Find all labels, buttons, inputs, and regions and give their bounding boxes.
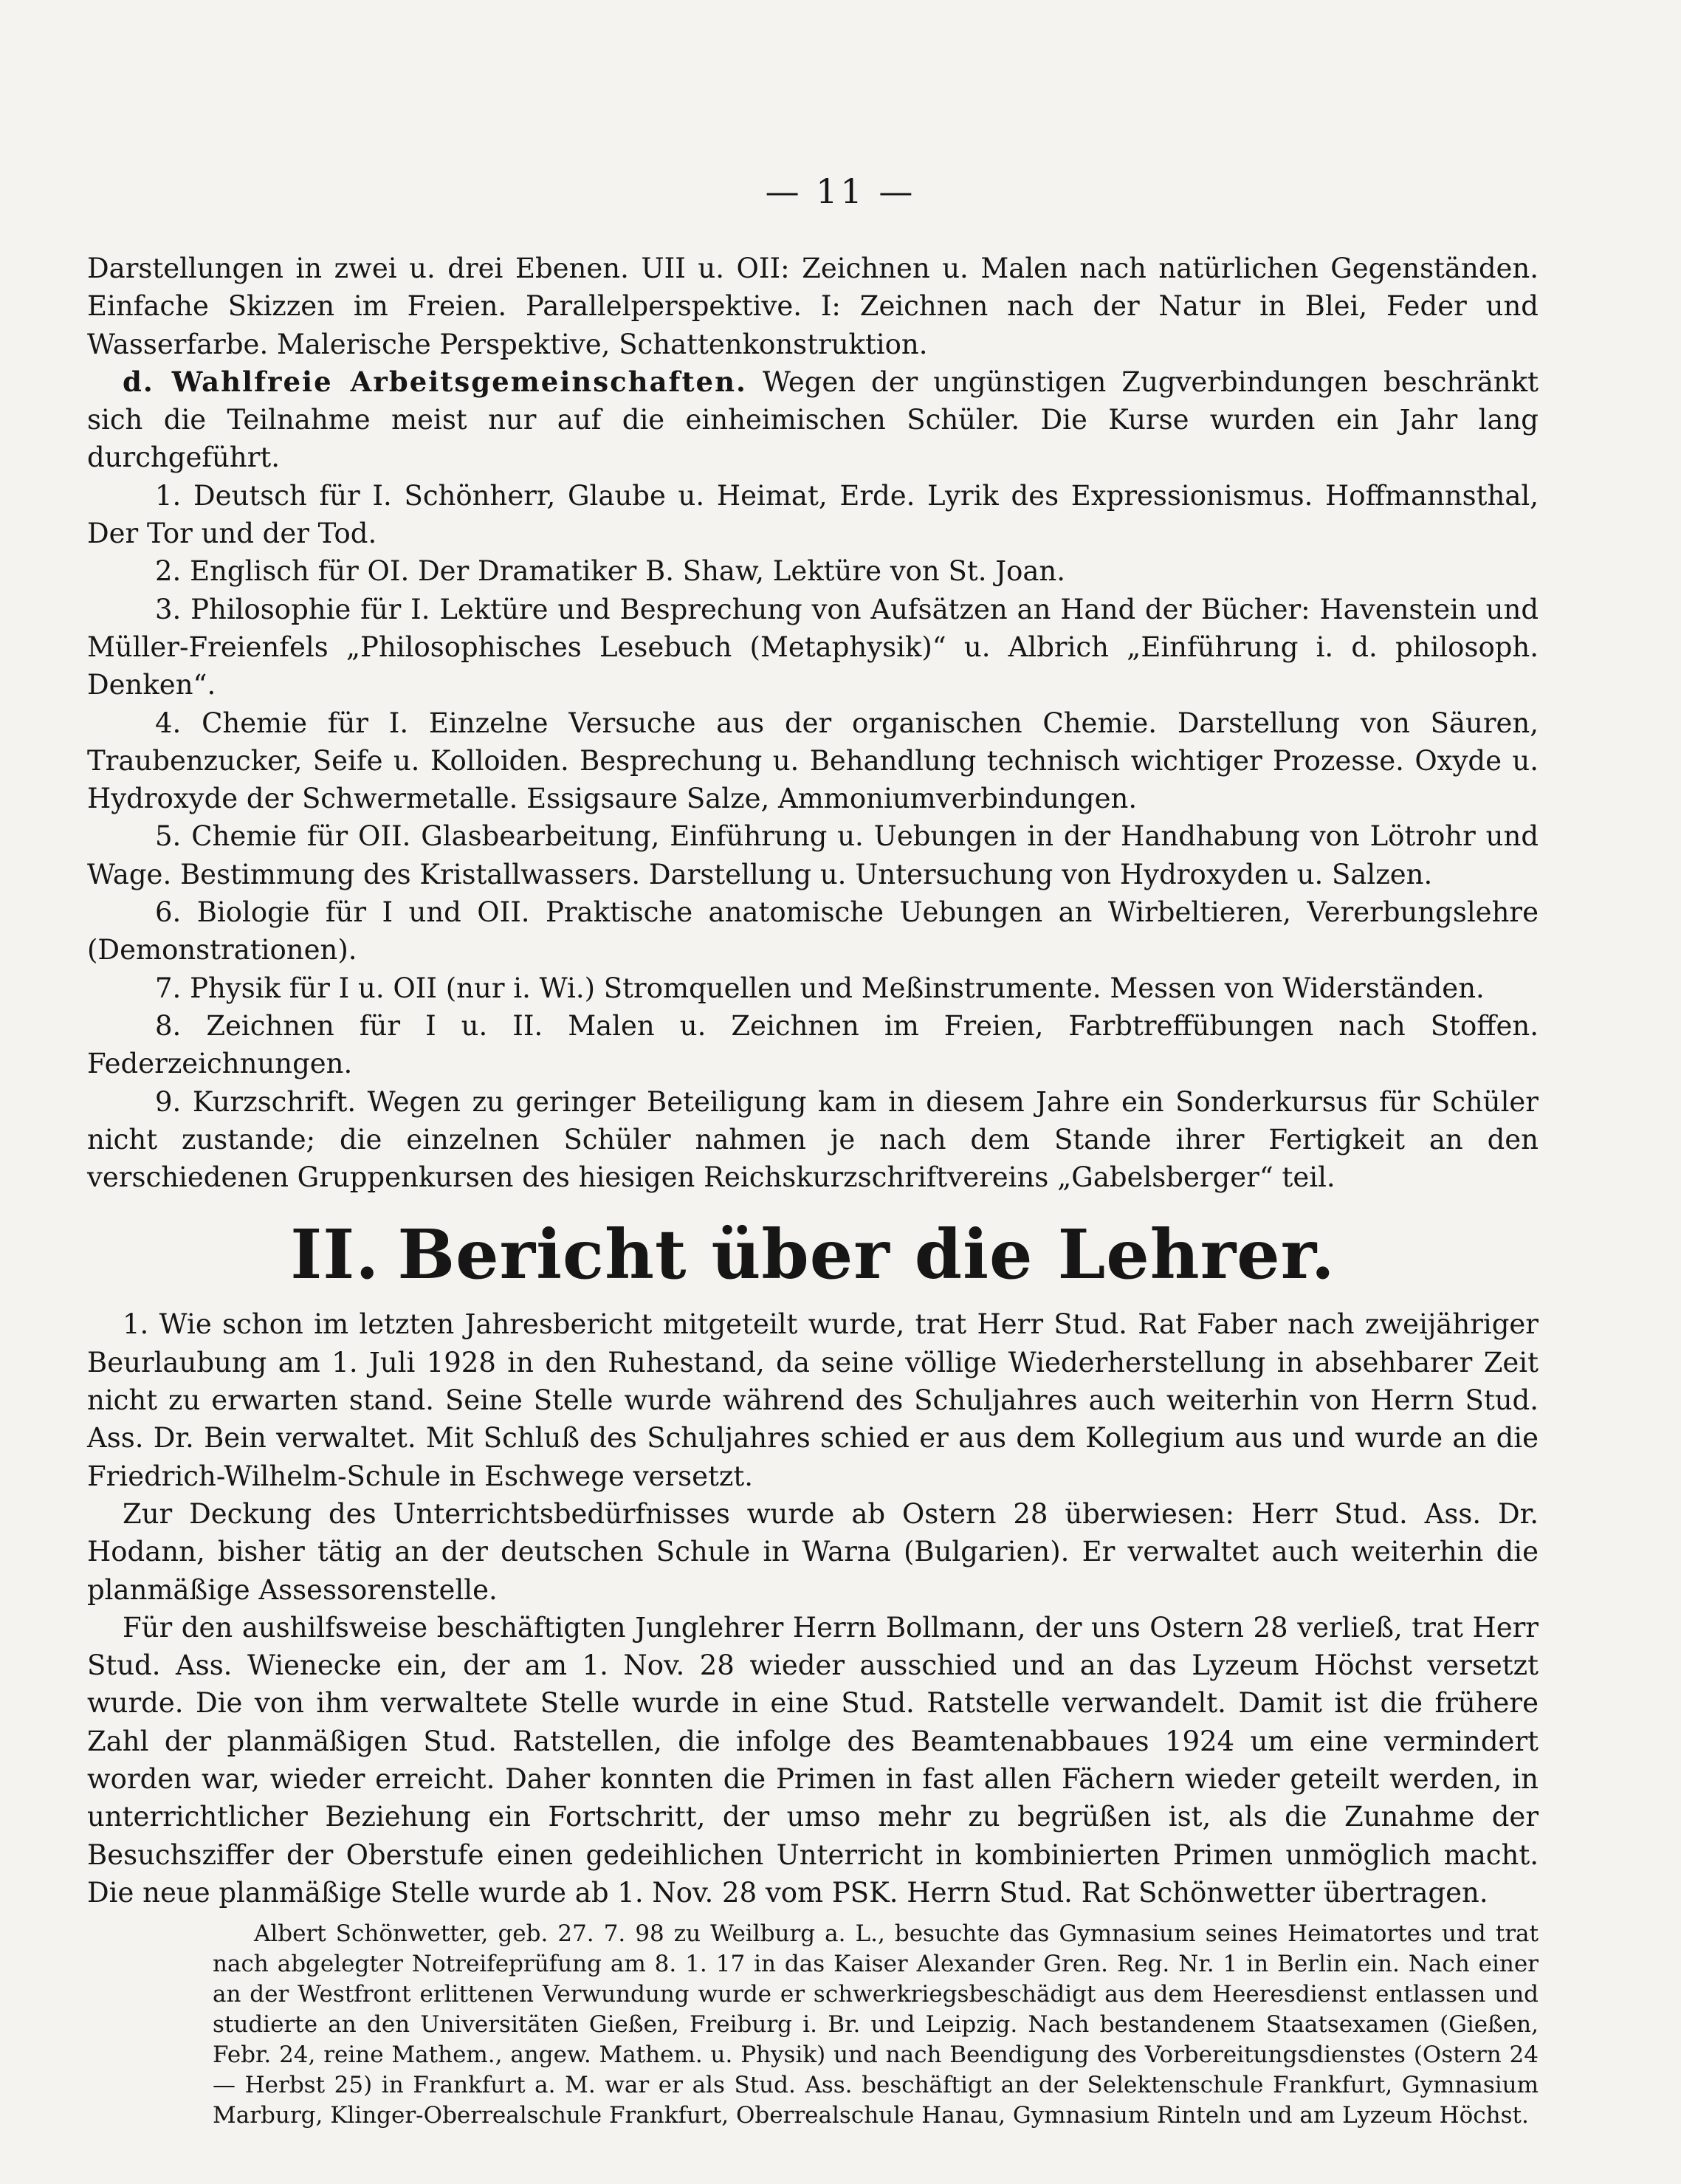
page-body bbox=[87, 250, 1539, 2131]
course-item bbox=[87, 969, 1539, 1007]
course-number: 1. bbox=[155, 479, 182, 512]
section-d-heading: d. Wahlfreie Arbeitsgemeinschaften. bbox=[123, 365, 747, 398]
course-item bbox=[87, 591, 1539, 704]
course-number: 6. bbox=[155, 896, 182, 929]
course-number: 2. bbox=[155, 555, 182, 588]
chapter-title: Bericht über die Lehrer. bbox=[397, 1215, 1335, 1295]
section-d-text: Wegen der ungünstigen Zugverbindungen beschränkt sich die Teilnahme meist nur auf die einheimischen Schüler. Die Kurse wurden ein Jahr lang durchgeführt. bbox=[87, 365, 1539, 474]
teacher-paragraph: 1. Wie schon im letzten Jahresbericht mitgeteilt wurde, trat Herr Stud. Rat Faber nach zweijähriger Beurlaubung am 1. Juli 1928 in den Ruhestand, da seine völlige Wiederherstellung in absehbarer Zeit nicht zu erwarten stand. Seine Stelle wurde während des Schuljahres auch weiterhin von Herrn Stud. Ass. Dr. Bein verwaltet. Mit Schluß des Schuljahres schied er aus dem Kollegium aus und wurde an die Friedrich-Wilhelm-Schule in Eschwege versetzt. bbox=[87, 1308, 1539, 1492]
course-number: 9. bbox=[155, 1085, 182, 1118]
course-text: Deutsch für I. Schönherr, Glaube u. Heimat, Erde. Lyrik des Expressionismus. Hoffmannsthal, Der Tor und der Tod. bbox=[87, 479, 1539, 550]
course-number: 4. bbox=[155, 707, 182, 739]
teacher-paragraph: Für den aushilfsweise beschäftigten Junglehrer Herrn Bollmann, der uns Ostern 28 verließ, trat Herr Stud. Ass. Wienecke ein, der am 1. Nov. 28 wieder ausschied und an das Lyzeum Höchst versetzt wurde. Die von ihm verwaltete Stelle wurde in eine Stud. Ratstelle verwandelt. Damit ist die frühere Zahl der planmäßigen Stud. Ratstellen, die infolge des Beamtenabbaues 1924 um eine vermindert worden war, wieder erreicht. Daher konnten die Primen in fast allen Fächern wieder geteilt werden, in unterrichtlicher Beziehung ein Fortschritt, der umso mehr zu begrüßen ist, als die Zunahme der Besuchsziffer der Oberstufe einen gedeihlichen Unterricht in kombinierten Primen unmöglich macht. Die neue planmäßige Stelle wurde ab 1. Nov. 28 vom PSK. Herrn Stud. Rat Schönwetter übertragen. bbox=[87, 1611, 1539, 1909]
course-text: Philosophie für I. Lektüre und Besprechung von Aufsätzen an Hand der Bücher: Havenstein und Müller-Freienfels „Philosophisches Lesebuch (Metaphysik)“ u. Albrich „Einführung i. d. philosoph. Denken“. bbox=[87, 593, 1539, 701]
biography-text: Albert Schönwetter, geb. 27. 7. 98 zu Weilburg a. L., besuchte das Gymnasium seines Heimatortes und trat nach abgelegter Notreifeprüfung am 8. 1. 17 in das Kaiser Alexander Gren. Reg. Nr. 1 in Berlin ein. Nach einer an der Westfront erlittenen Verwundung wurde er schwerkriegsbeschädigt aus dem Heeresdienst entlassen und studierte an den Universitäten Gießen, Freiburg i. Br. und Leipzig. Nach bestandenem Staatsexamen (Gießen, Febr. 24, reine Mathem., angew. Mathem. u. Physik) und nach Beendigung des Vorbereitungsdienstes (Ostern 24 — Herbst 25) in Frankfurt a. M. war er als Stud. Ass. beschäftigt an der Selektenschule Frankfurt, Gymnasium Marburg, Klinger-Oberrealschule Frankfurt, Oberrealschule Hanau, Gymnasium Rinteln und am Lyzeum Höchst. bbox=[213, 1920, 1539, 2129]
course-text: Physik für I u. OII (nur i. Wi.) Stromquellen und Meßinstrumente. Messen von Widerständen. bbox=[190, 972, 1485, 1004]
course-item bbox=[87, 817, 1539, 893]
chapter-numeral: II. bbox=[290, 1215, 380, 1295]
course-item bbox=[87, 1083, 1539, 1197]
page-number: — 11 — bbox=[765, 171, 916, 211]
course-text: Kurzschrift. Wegen zu geringer Beteiligung kam in diesem Jahre ein Sonderkursus für Schüler nicht zustande; die einzelnen Schüler nahmen je nach dem Stande ihrer Fertigkeit an den verschiedenen Gruppenkursen des hiesigen Reichskurzschriftvereins „Gabelsberger“ teil. bbox=[87, 1085, 1539, 1194]
course-item bbox=[87, 704, 1539, 818]
course-text: Englisch für OI. Der Dramatiker B. Shaw, Lektüre von St. Joan. bbox=[190, 555, 1065, 588]
chapter-heading bbox=[87, 1206, 1539, 1302]
course-text: Chemie für OII. Glasbearbeitung, Einführung u. Uebungen in der Handhabung von Lötrohr und Wage. Bestimmung des Kristallwassers. Darstellung u. Untersuchung von Hydroxyden u. Salzen. bbox=[87, 820, 1539, 890]
course-text: Zeichnen für I u. II. Malen u. Zeichnen im Freien, Farbtreffübungen nach Stoffen. Federzeichnungen. bbox=[87, 1009, 1539, 1080]
course-number: 8. bbox=[155, 1009, 182, 1042]
course-text: Chemie für I. Einzelne Versuche aus der organischen Chemie. Darstellung von Säuren, Traubenzucker, Seife u. Kolloiden. Besprechung u. Behandlung technisch wichtiger Prozesse. Oxyde u. Hydroxyde der Schwermetalle. Essigsaure Salze, Ammoniumverbindungen. bbox=[87, 707, 1539, 815]
course-item bbox=[87, 477, 1539, 553]
course-number: 5. bbox=[155, 820, 182, 853]
section-d-paragraph bbox=[87, 363, 1539, 477]
course-number: 7. bbox=[155, 972, 182, 1004]
course-item bbox=[87, 1007, 1539, 1083]
course-item bbox=[87, 893, 1539, 969]
teacher-paragraph: Zur Deckung des Unterrichtsbedürfnisses wurde ab Ostern 28 überwiesen: Herr Stud. Ass. Dr. Hodann, bisher tätig an der deutschen Schule in Warna (Bulgarien). Er verwaltet auch weiterhin die planmäßige Assessorenstelle. bbox=[87, 1497, 1539, 1606]
biography-note bbox=[213, 1919, 1539, 2131]
course-item bbox=[87, 552, 1539, 590]
intro-paragraph: Darstellungen in zwei u. drei Ebenen. UII u. OII: Zeichnen u. Malen nach natürlichen Gegenständen. Einfache Skizzen im Freien. Parallelperspektive. I: Zeichnen nach der Natur in Blei, Feder und Wasserfarbe. Malerische Perspektive, Schattenkonstruktion. bbox=[87, 253, 1539, 360]
course-text: Biologie für I und OII. Praktische anatomische Uebungen an Wirbeltieren, Vererbungslehre (Demonstrationen). bbox=[87, 896, 1539, 966]
course-number: 3. bbox=[155, 593, 182, 625]
